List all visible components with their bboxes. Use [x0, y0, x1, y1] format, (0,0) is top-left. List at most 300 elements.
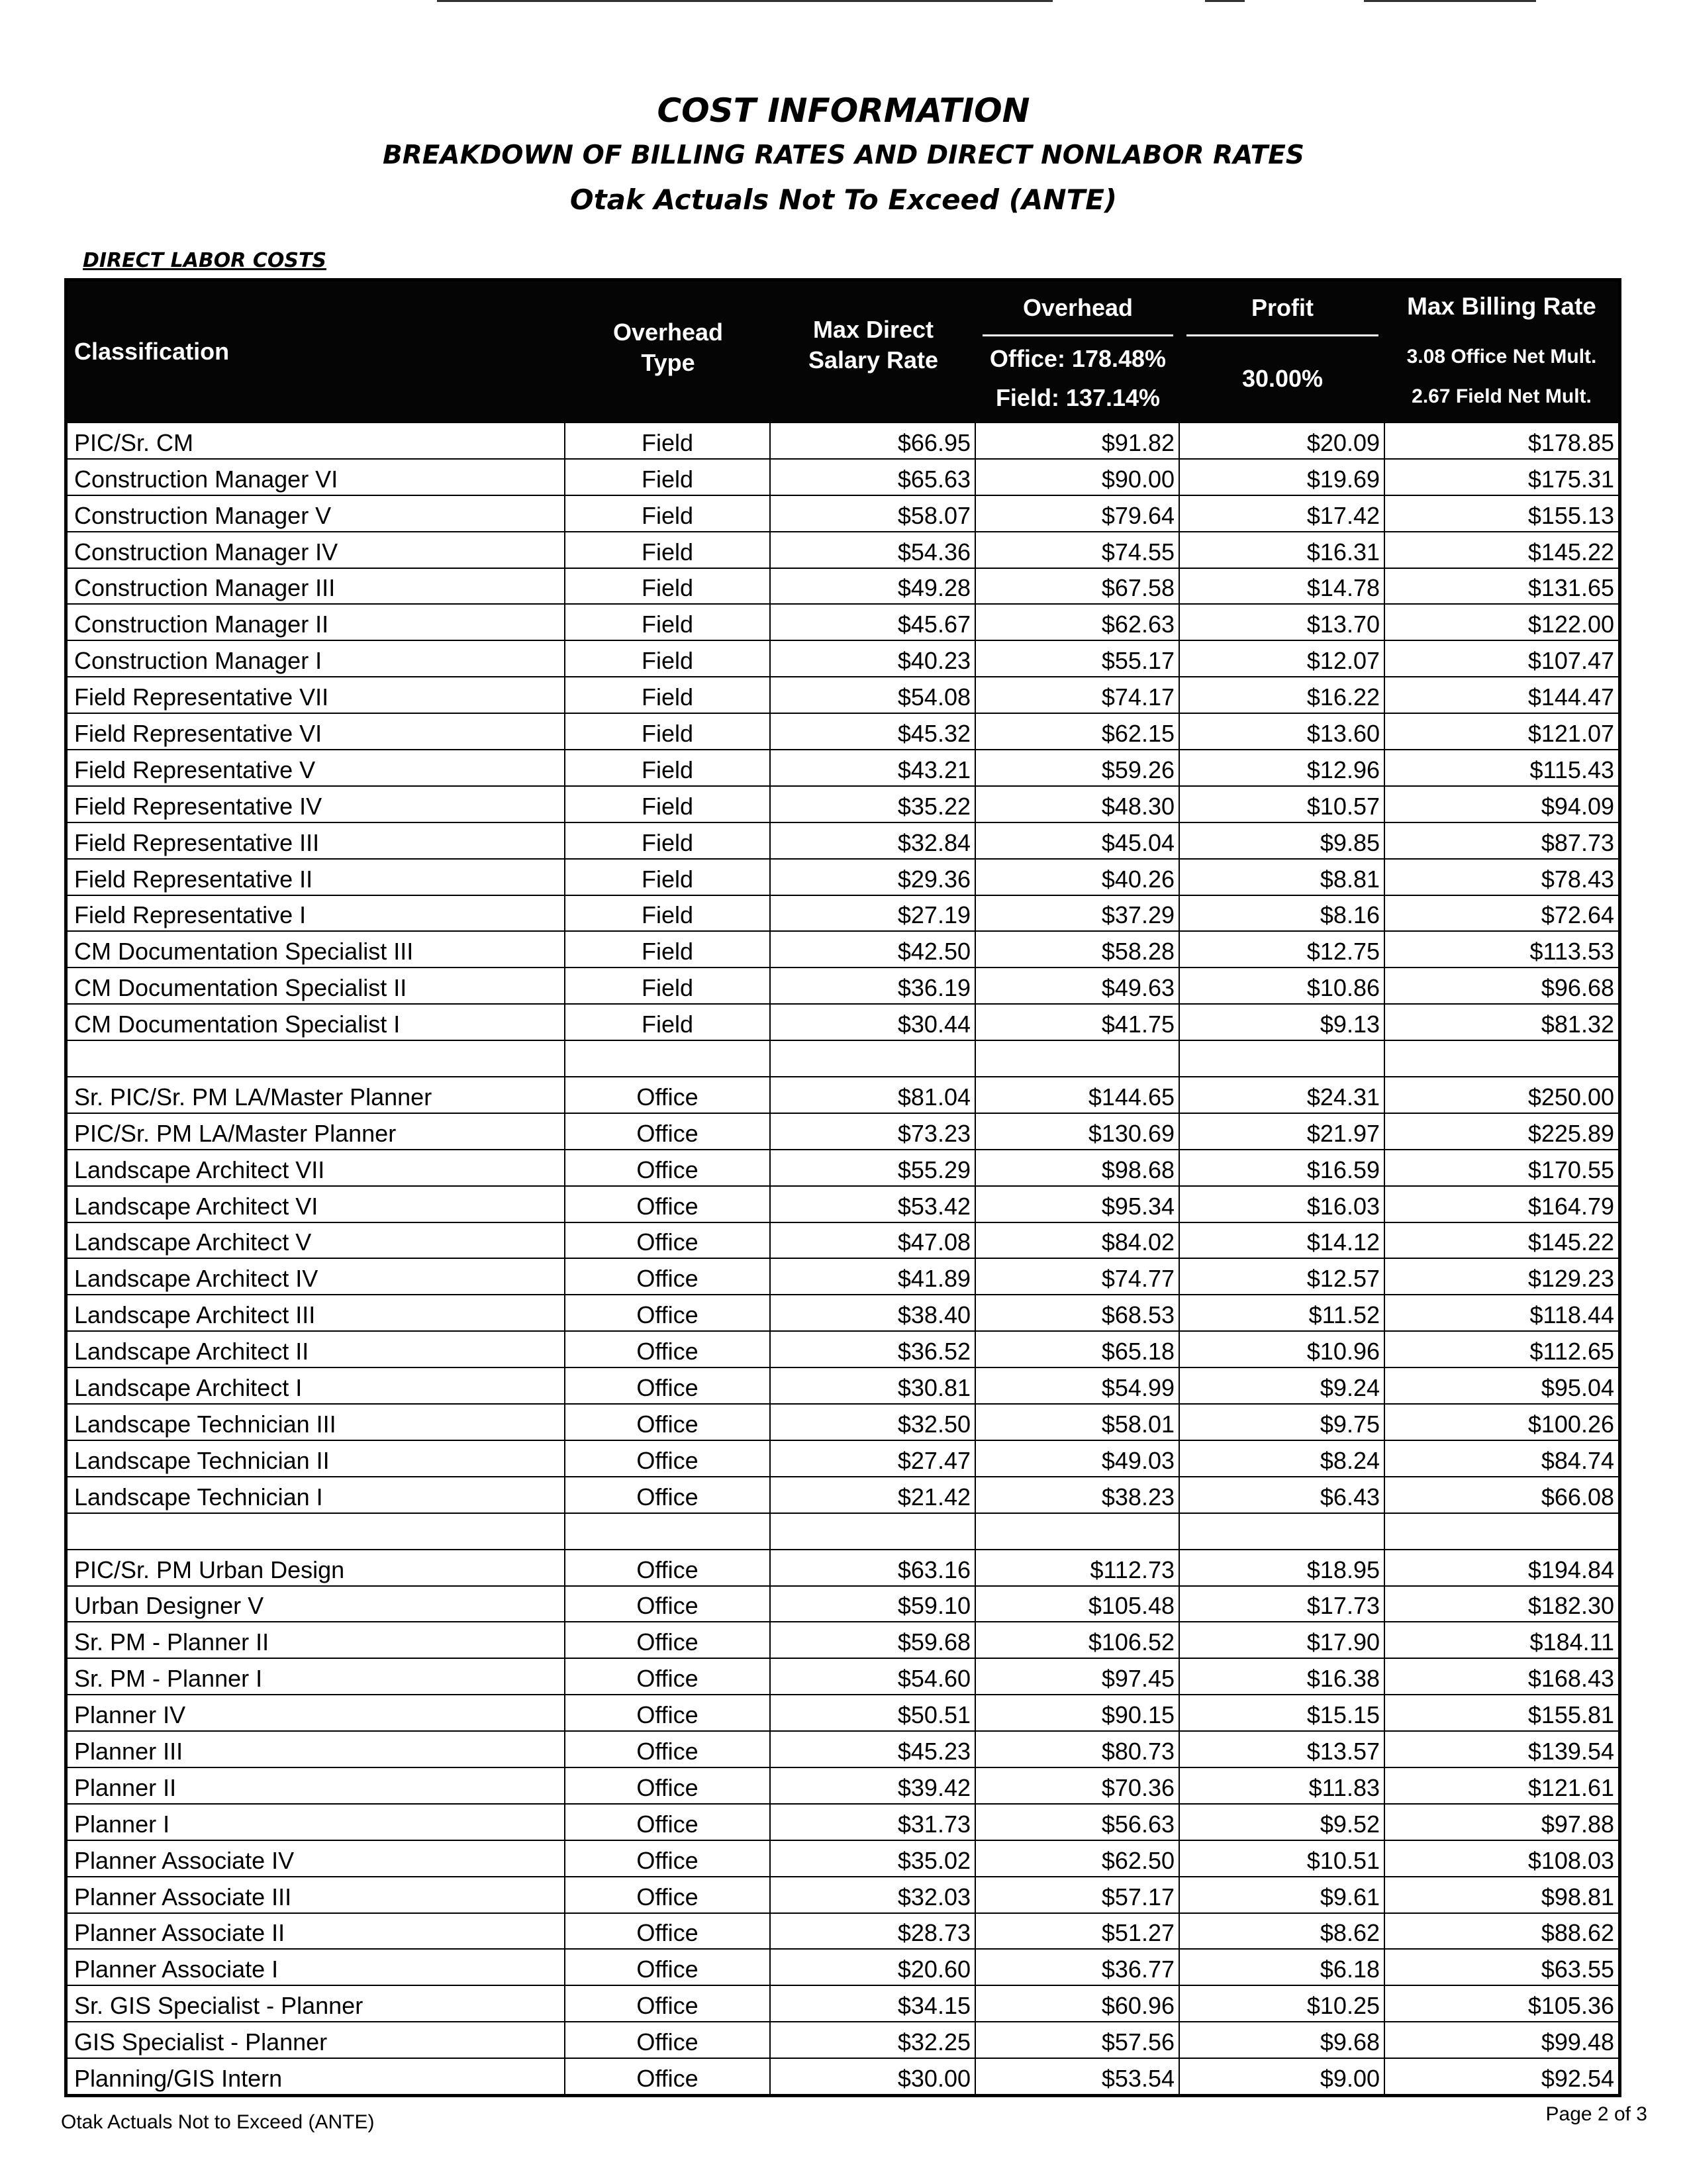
cell-overhead: $67.58	[976, 569, 1180, 604]
cell-overhead	[976, 1514, 1180, 1549]
cell-overhead-type: Office	[565, 1077, 771, 1113]
cell-profit: $20.09	[1180, 423, 1385, 458]
cell-overhead: $38.23	[976, 1477, 1180, 1513]
cell-classification: Landscape Technician III	[68, 1405, 565, 1440]
table-row	[68, 1985, 1618, 2021]
cell-max-billing-rate: $94.09	[1541, 792, 1614, 820]
cell-classification: Landscape Architect I	[68, 1368, 565, 1403]
cell-classification: Construction Manager III	[68, 569, 565, 604]
table-row	[68, 495, 1618, 531]
cell-overhead: $70.36	[976, 1768, 1180, 1803]
cell-overhead-type: Office	[565, 1332, 771, 1367]
cell-profit: $15.15	[1180, 1695, 1385, 1730]
cell-max-billing-rate: $81.32	[1541, 1011, 1614, 1038]
cell-overhead-type: Field	[565, 1005, 771, 1040]
cell-overhead-type: Office	[565, 1914, 771, 1949]
table-row	[68, 2058, 1618, 2094]
cell-max-direct-salary: $27.19	[771, 896, 976, 931]
cell-max-billing-rate: $155.81	[1527, 1701, 1614, 1729]
cell-max-direct-salary: $81.04	[771, 1077, 976, 1113]
cell-max-billing-rate: $97.88	[1541, 1810, 1614, 1838]
cell-classification: PIC/Sr. PM Urban Design	[68, 1550, 565, 1585]
cell-profit: $16.59	[1180, 1150, 1385, 1185]
cell-profit	[1180, 1514, 1385, 1549]
table-row	[68, 1658, 1618, 1694]
cell-max-direct-salary: $54.36	[771, 532, 976, 568]
cell-max-direct-salary: $30.00	[771, 2059, 976, 2094]
cell-max-billing-rate: $194.84	[1527, 1556, 1614, 1583]
cell-max-billing-rate: $87.73	[1541, 828, 1614, 856]
header-office-net-mult: 3.08 Office Net Mult.	[1406, 346, 1597, 368]
cell-overhead-type: Field	[565, 677, 771, 713]
cell-max-billing-rate: $72.64	[1541, 901, 1614, 929]
cell-overhead-type: Office	[565, 1368, 771, 1403]
cell-overhead-type: Field	[565, 532, 771, 568]
cell-max-billing-rate: $96.68	[1541, 974, 1614, 1002]
cell-profit: $17.42	[1180, 496, 1385, 531]
cell-overhead-type	[565, 1041, 771, 1076]
cell-max-billing-rate: $170.55	[1527, 1156, 1614, 1183]
cell-overhead: $58.28	[976, 932, 1180, 967]
cell-profit: $19.69	[1180, 460, 1385, 495]
cell-max-direct-salary: $36.19	[771, 968, 976, 1003]
header-classification: Classification	[74, 338, 230, 365]
cell-max-billing-rate: $121.61	[1527, 1773, 1614, 1801]
cell-profit: $8.16	[1180, 896, 1385, 931]
cell-profit: $12.07	[1180, 641, 1385, 676]
cell-profit: $10.96	[1180, 1332, 1385, 1367]
cell-profit: $14.78	[1180, 569, 1385, 604]
cell-overhead-type: Office	[565, 1695, 771, 1730]
cell-overhead-type: Field	[565, 823, 771, 858]
cell-classification: Landscape Architect IV	[68, 1259, 565, 1294]
cell-max-direct-salary: $40.23	[771, 641, 976, 676]
cell-profit: $10.25	[1180, 1986, 1385, 2021]
cell-overhead-type: Field	[565, 496, 771, 531]
cell-overhead-type: Office	[565, 1622, 771, 1658]
table-row	[68, 1003, 1618, 1040]
table-row	[68, 1403, 1618, 1440]
cell-classification: CM Documentation Specialist II	[68, 968, 565, 1003]
cell-max-billing-rate: $129.23	[1527, 1265, 1614, 1293]
cell-profit: $9.24	[1180, 1368, 1385, 1403]
cell-max-direct-salary: $32.84	[771, 823, 976, 858]
table-row	[68, 1549, 1618, 1585]
cell-profit	[1180, 1041, 1385, 1076]
cell-classification: Planner Associate IV	[68, 1841, 565, 1876]
cell-max-direct-salary: $45.23	[771, 1732, 976, 1767]
cell-overhead: $112.73	[976, 1550, 1180, 1585]
cell-overhead-type: Office	[565, 2022, 771, 2058]
cell-classification: Landscape Architect VII	[68, 1150, 565, 1185]
table-row	[68, 1222, 1618, 1258]
document-titles	[0, 87, 1687, 223]
cell-profit: $13.60	[1180, 714, 1385, 749]
cell-max-billing-rate: $225.89	[1527, 1119, 1614, 1147]
cell-overhead-type: Office	[565, 1477, 771, 1513]
cell-profit: $11.83	[1180, 1768, 1385, 1803]
cell-max-direct-salary: $50.51	[771, 1695, 976, 1730]
cell-max-billing-rate: $175.31	[1527, 465, 1614, 493]
table-row	[68, 640, 1618, 676]
cell-overhead-type: Office	[565, 1259, 771, 1294]
cell-overhead: $95.34	[976, 1187, 1180, 1222]
cell-classification: Urban Designer V	[68, 1587, 565, 1622]
cell-overhead-type: Field	[565, 460, 771, 495]
cell-max-billing-rate: $88.62	[1541, 1919, 1614, 1947]
cell-profit: $8.81	[1180, 860, 1385, 895]
cell-profit: $9.61	[1180, 1877, 1385, 1912]
cell-max-direct-salary: $53.42	[771, 1187, 976, 1222]
table-row	[68, 1294, 1618, 1330]
footer-left: Otak Actuals Not to Exceed (ANTE)	[61, 2111, 375, 2133]
cell-profit: $10.57	[1180, 787, 1385, 822]
cell-classification: PIC/Sr. PM LA/Master Planner	[68, 1114, 565, 1149]
cell-overhead: $84.02	[976, 1223, 1180, 1258]
cell-max-billing-rate: $84.74	[1541, 1446, 1614, 1474]
cell-overhead: $97.45	[976, 1659, 1180, 1694]
cell-max-direct-salary: $35.22	[771, 787, 976, 822]
header-overhead-office: Office: 178.48%	[989, 345, 1167, 372]
cell-overhead: $74.17	[976, 677, 1180, 713]
cell-max-direct-salary: $28.73	[771, 1914, 976, 1949]
table-row	[68, 1767, 1618, 1803]
cell-classification: Sr. GIS Specialist - Planner	[68, 1986, 565, 2021]
cell-classification: Construction Manager I	[68, 641, 565, 676]
table-header	[68, 281, 1618, 422]
cell-overhead-type: Field	[565, 714, 771, 749]
section-label: DIRECT LABOR COSTS	[83, 249, 327, 272]
cell-max-billing-rate: $144.47	[1527, 683, 1614, 711]
cell-max-billing-rate: $105.36	[1527, 1992, 1614, 2020]
cell-classification: Construction Manager V	[68, 496, 565, 531]
cell-overhead: $49.63	[976, 968, 1180, 1003]
cell-profit: $17.90	[1180, 1622, 1385, 1658]
cell-overhead: $45.04	[976, 823, 1180, 858]
cell-overhead-type: Field	[565, 605, 771, 640]
cell-max-billing-rate: $92.54	[1541, 2064, 1614, 2092]
cell-overhead-type: Office	[565, 1659, 771, 1694]
cell-overhead-type: Office	[565, 1405, 771, 1440]
table-row	[68, 2021, 1618, 2058]
cell-max-direct-salary: $55.29	[771, 1150, 976, 1185]
cell-profit: $13.70	[1180, 605, 1385, 640]
table-row	[68, 1330, 1618, 1367]
cell-overhead-type: Office	[565, 1295, 771, 1330]
cell-overhead: $48.30	[976, 787, 1180, 822]
cell-overhead: $41.75	[976, 1005, 1180, 1040]
table-row	[68, 967, 1618, 1003]
cell-max-billing-rate: $66.08	[1541, 1483, 1614, 1511]
cell-overhead	[976, 1041, 1180, 1076]
cell-overhead: $98.68	[976, 1150, 1180, 1185]
cell-classification: Planner I	[68, 1805, 565, 1840]
table-row	[68, 422, 1618, 458]
cell-max-billing-rate: $108.03	[1527, 1846, 1614, 1874]
cell-max-direct-salary: $31.73	[771, 1805, 976, 1840]
cell-max-billing-rate: $184.11	[1529, 1628, 1614, 1656]
table-row	[68, 1076, 1618, 1113]
cell-overhead-type: Office	[565, 2059, 771, 2094]
cell-max-billing-rate: $112.65	[1529, 1338, 1614, 1365]
cell-classification: Sr. PIC/Sr. PM LA/Master Planner	[68, 1077, 565, 1113]
cell-profit: $16.38	[1180, 1659, 1385, 1694]
table-row	[68, 1476, 1618, 1513]
cell-max-direct-salary: $65.63	[771, 460, 976, 495]
cell-overhead: $91.82	[976, 423, 1180, 458]
cell-overhead-type: Office	[565, 1877, 771, 1912]
table-body	[68, 422, 1618, 2094]
cell-profit: $17.73	[1180, 1587, 1385, 1622]
cell-profit: $9.00	[1180, 2059, 1385, 2094]
cell-overhead-type: Office	[565, 1768, 771, 1803]
cell-max-direct-salary: $59.10	[771, 1587, 976, 1622]
cell-overhead-type: Office	[565, 1841, 771, 1876]
cell-overhead-type: Office	[565, 1587, 771, 1622]
cell-max-billing-rate: $139.54	[1527, 1737, 1614, 1765]
cell-max-billing-rate: $164.79	[1527, 1192, 1614, 1220]
cell-max-direct-salary: $54.60	[771, 1659, 976, 1694]
cell-max-direct-salary: $49.28	[771, 569, 976, 604]
cell-overhead: $53.54	[976, 2059, 1180, 2094]
cell-overhead: $62.63	[976, 605, 1180, 640]
cell-classification: Planning/GIS Intern	[68, 2059, 565, 2094]
cell-classification: Landscape Architect II	[68, 1332, 565, 1367]
cell-max-billing-rate: $78.43	[1541, 865, 1614, 893]
cell-max-direct-salary: $39.42	[771, 1768, 976, 1803]
cell-classification: Field Representative VII	[68, 677, 565, 713]
cell-overhead: $65.18	[976, 1332, 1180, 1367]
cell-max-direct-salary: $36.52	[771, 1332, 976, 1367]
cell-max-billing-rate: $99.48	[1541, 2028, 1614, 2056]
table-row-blank	[68, 1513, 1618, 1549]
cell-classification: Construction Manager II	[68, 605, 565, 640]
cell-classification	[68, 1514, 565, 1549]
cell-overhead-type: Office	[565, 1732, 771, 1767]
cell-max-billing-rate: $178.85	[1527, 428, 1614, 456]
header-overhead-field: Field: 137.14%	[995, 384, 1161, 411]
cell-classification: Field Representative IV	[68, 787, 565, 822]
header-field-net-mult: 2.67 Field Net Mult.	[1412, 385, 1592, 407]
cell-classification: Planner III	[68, 1732, 565, 1767]
cell-overhead-type: Field	[565, 932, 771, 967]
cell-classification: Landscape Architect VI	[68, 1187, 565, 1222]
document-subtitle: BREAKDOWN OF BILLING RATES AND DIRECT NONLABOR RATES	[383, 140, 1304, 170]
cell-overhead: $55.17	[976, 641, 1180, 676]
header-overhead-type: Overhead Type	[612, 319, 724, 376]
cell-max-direct-salary: $32.50	[771, 1405, 976, 1440]
cell-max-billing-rate: $250.00	[1527, 1083, 1614, 1111]
header-profit-divider	[1186, 334, 1378, 336]
cell-profit: $9.13	[1180, 1005, 1385, 1040]
header-profit-rate: 30.00%	[1241, 365, 1324, 392]
cell-overhead-type: Field	[565, 896, 771, 931]
table-row	[68, 1876, 1618, 1912]
cell-overhead: $62.15	[976, 714, 1180, 749]
cell-classification: Landscape Technician II	[68, 1441, 565, 1476]
cell-max-billing-rate: $95.04	[1541, 1374, 1614, 1402]
cell-profit: $16.22	[1180, 677, 1385, 713]
cell-overhead: $74.77	[976, 1259, 1180, 1294]
cell-classification: Field Representative V	[68, 750, 565, 785]
cell-max-direct-salary: $30.81	[771, 1368, 976, 1403]
table-row	[68, 531, 1618, 568]
cell-profit: $13.57	[1180, 1732, 1385, 1767]
cell-max-direct-salary: $58.07	[771, 496, 976, 531]
table-row	[68, 458, 1618, 495]
cell-max-direct-salary: $35.02	[771, 1841, 976, 1876]
cell-profit: $21.97	[1180, 1114, 1385, 1149]
cell-profit: $9.52	[1180, 1805, 1385, 1840]
scan-artifact	[1205, 0, 1245, 2]
header-max-direct-salary: Max Direct Salary Rate	[808, 316, 939, 373]
header-overhead: Overhead	[1022, 294, 1133, 321]
cell-classification: Sr. PM - Planner I	[68, 1659, 565, 1694]
cell-classification: Landscape Architect III	[68, 1295, 565, 1330]
cell-profit: $8.62	[1180, 1914, 1385, 1949]
cell-max-direct-salary: $63.16	[771, 1550, 976, 1585]
cell-max-direct-salary: $30.44	[771, 1005, 976, 1040]
scan-artifact	[437, 0, 1053, 2]
header-max-billing-rate: Max Billing Rate	[1407, 293, 1596, 320]
cell-max-billing-rate: $145.22	[1527, 1228, 1614, 1256]
cell-overhead: $54.99	[976, 1368, 1180, 1403]
cell-classification	[68, 1041, 565, 1076]
cell-max-direct-salary: $45.32	[771, 714, 976, 749]
cell-overhead-type: Field	[565, 423, 771, 458]
table-row	[68, 1585, 1618, 1622]
cell-overhead: $58.01	[976, 1405, 1180, 1440]
cell-overhead-type: Field	[565, 860, 771, 895]
cell-max-direct-salary: $32.03	[771, 1877, 976, 1912]
cell-classification: Construction Manager IV	[68, 532, 565, 568]
scan-artifact	[1364, 0, 1536, 2]
cell-overhead-type: Field	[565, 968, 771, 1003]
table-row	[68, 895, 1618, 931]
cell-overhead: $60.96	[976, 1986, 1180, 2021]
cell-max-direct-salary: $45.67	[771, 605, 976, 640]
table-row	[68, 713, 1618, 749]
table-row	[68, 858, 1618, 895]
direct-labor-costs-table	[64, 278, 1621, 2097]
cell-max-direct-salary: $59.68	[771, 1622, 976, 1658]
cell-overhead-type: Field	[565, 787, 771, 822]
cell-max-direct-salary: $54.08	[771, 677, 976, 713]
cell-overhead: $105.48	[976, 1587, 1180, 1622]
cell-profit: $10.86	[1180, 968, 1385, 1003]
cell-profit: $14.12	[1180, 1223, 1385, 1258]
cell-max-billing-rate: $122.00	[1527, 611, 1614, 638]
cell-classification: Field Representative VI	[68, 714, 565, 749]
cell-overhead-type: Field	[565, 569, 771, 604]
cell-max-billing-rate: $107.47	[1527, 647, 1614, 675]
cell-overhead: $56.63	[976, 1805, 1180, 1840]
table-row	[68, 749, 1618, 785]
table-row	[68, 785, 1618, 822]
cell-max-billing-rate: $113.53	[1529, 938, 1614, 966]
table-row	[68, 822, 1618, 858]
cell-max-billing-rate: $131.65	[1527, 574, 1614, 602]
table-row	[68, 568, 1618, 604]
cell-overhead: $57.17	[976, 1877, 1180, 1912]
cell-profit: $9.75	[1180, 1405, 1385, 1440]
cell-max-direct-salary: $42.50	[771, 932, 976, 967]
cell-profit: $6.18	[1180, 1950, 1385, 1985]
table-row	[68, 603, 1618, 640]
table-row	[68, 1694, 1618, 1730]
table-row	[68, 1948, 1618, 1985]
cell-classification: Construction Manager VI	[68, 460, 565, 495]
cell-profit: $11.52	[1180, 1295, 1385, 1330]
cell-overhead: $49.03	[976, 1441, 1180, 1476]
table-row	[68, 1803, 1618, 1840]
cell-overhead-type: Office	[565, 1550, 771, 1585]
table-row	[68, 676, 1618, 713]
cell-profit: $8.24	[1180, 1441, 1385, 1476]
cell-overhead: $74.55	[976, 532, 1180, 568]
cell-max-billing-rate	[1385, 1041, 1618, 1076]
cell-overhead-type: Office	[565, 1441, 771, 1476]
header-overhead-divider	[983, 334, 1173, 336]
cell-max-billing-rate	[1385, 1514, 1618, 1549]
table-row	[68, 1840, 1618, 1876]
cell-profit: $18.95	[1180, 1550, 1385, 1585]
cell-max-billing-rate: $168.43	[1527, 1665, 1614, 1693]
cell-classification: Field Representative II	[68, 860, 565, 895]
cell-max-direct-salary: $43.21	[771, 750, 976, 785]
cell-max-direct-salary: $34.15	[771, 1986, 976, 2021]
cell-profit: $12.96	[1180, 750, 1385, 785]
cell-overhead-type: Office	[565, 1950, 771, 1985]
cell-max-billing-rate: $182.30	[1527, 1592, 1614, 1620]
cell-max-direct-salary: $21.42	[771, 1477, 976, 1513]
table-row	[68, 930, 1618, 967]
cell-profit: $9.68	[1180, 2022, 1385, 2058]
cell-overhead: $51.27	[976, 1914, 1180, 1949]
cell-overhead-type: Field	[565, 750, 771, 785]
cell-overhead-type: Office	[565, 1223, 771, 1258]
cell-classification: Planner Associate III	[68, 1877, 565, 1912]
cell-max-direct-salary: $47.08	[771, 1223, 976, 1258]
table-row	[68, 1258, 1618, 1294]
cell-classification: PIC/Sr. CM	[68, 423, 565, 458]
cell-classification: Planner II	[68, 1768, 565, 1803]
cell-max-direct-salary: $73.23	[771, 1114, 976, 1149]
cell-max-billing-rate: $115.43	[1529, 756, 1614, 783]
cell-classification: Landscape Technician I	[68, 1477, 565, 1513]
cell-overhead: $37.29	[976, 896, 1180, 931]
cell-max-direct-salary: $29.36	[771, 860, 976, 895]
cell-classification: Planner Associate II	[68, 1914, 565, 1949]
cell-overhead: $57.56	[976, 2022, 1180, 2058]
document-subtitle-ante: Otak Actuals Not To Exceed (ANTE)	[569, 183, 1118, 216]
cell-max-billing-rate: $121.07	[1527, 720, 1614, 748]
cell-max-direct-salary: $38.40	[771, 1295, 976, 1330]
cell-overhead: $80.73	[976, 1732, 1180, 1767]
cell-max-direct-salary: $66.95	[771, 423, 976, 458]
table-row	[68, 1730, 1618, 1767]
cell-max-direct-salary: $32.25	[771, 2022, 976, 2058]
cell-max-billing-rate: $63.55	[1541, 1956, 1614, 1983]
cell-max-billing-rate: $100.26	[1527, 1410, 1614, 1438]
table-row	[68, 1367, 1618, 1403]
cell-overhead-type: Field	[565, 641, 771, 676]
cell-max-direct-salary	[771, 1041, 976, 1076]
cell-profit: $6.43	[1180, 1477, 1385, 1513]
cell-classification: CM Documentation Specialist I	[68, 1005, 565, 1040]
cell-overhead: $36.77	[976, 1950, 1180, 1985]
cell-max-direct-salary: $20.60	[771, 1950, 976, 1985]
